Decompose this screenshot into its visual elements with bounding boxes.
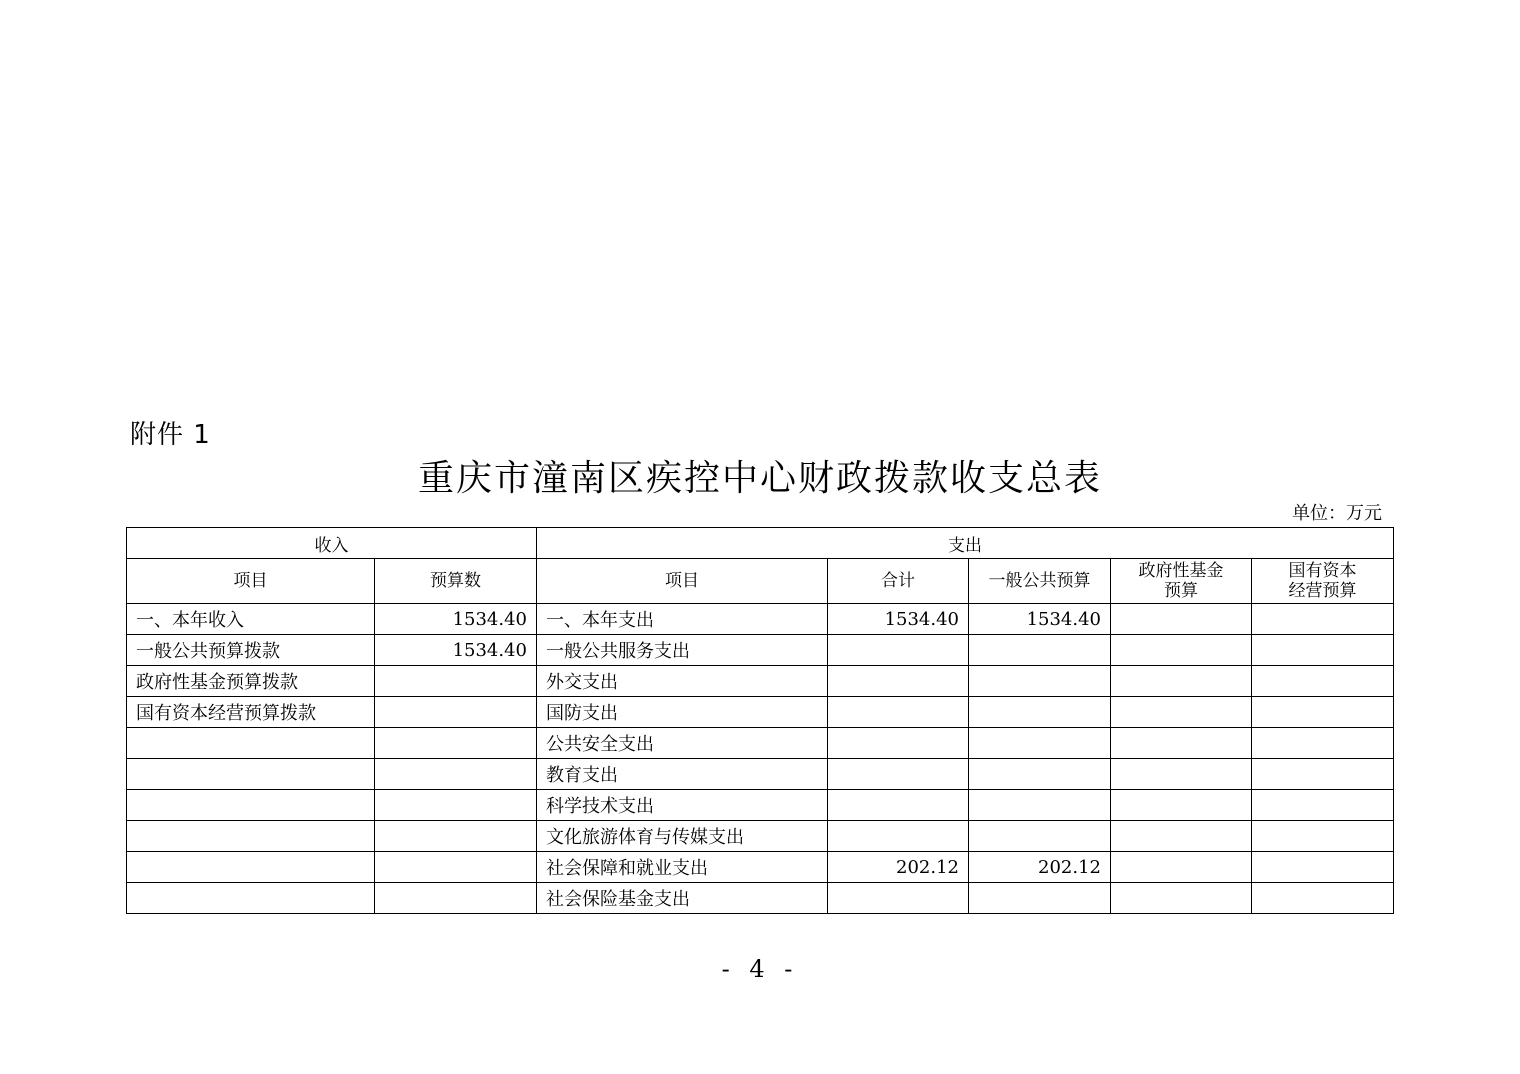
capital-budget-cell bbox=[1252, 666, 1394, 697]
gov-fund-budget-header: 政府性基金 预算 bbox=[1111, 559, 1252, 604]
fund-budget-cell bbox=[1111, 883, 1252, 914]
table-row bbox=[127, 697, 1394, 728]
income-amount-cell bbox=[375, 759, 537, 790]
table-row bbox=[127, 728, 1394, 759]
expense-total-cell: 1534.40 bbox=[828, 604, 969, 635]
table-row bbox=[127, 883, 1394, 914]
expense-total-cell bbox=[828, 790, 969, 821]
capital-budget-cell bbox=[1252, 821, 1394, 852]
expense-item-header: 项目 bbox=[537, 559, 828, 604]
income-item-cell bbox=[127, 790, 375, 821]
table-row bbox=[127, 790, 1394, 821]
general-budget-cell: 202.12 bbox=[969, 852, 1111, 883]
expense-total-cell bbox=[828, 759, 969, 790]
capital-budget-cell bbox=[1252, 697, 1394, 728]
expense-item-cell: 社会保障和就业支出 bbox=[537, 852, 828, 883]
income-amount-cell bbox=[375, 728, 537, 759]
expense-total-cell bbox=[828, 635, 969, 666]
table-row bbox=[127, 635, 1394, 666]
capital-budget-cell bbox=[1252, 759, 1394, 790]
income-group-header: 收入 bbox=[127, 528, 537, 559]
income-item-cell: 一、本年收入 bbox=[127, 604, 375, 635]
fund-budget-cell bbox=[1111, 697, 1252, 728]
income-amount-cell bbox=[375, 790, 537, 821]
expense-total-cell bbox=[828, 697, 969, 728]
expense-item-cell: 公共安全支出 bbox=[537, 728, 828, 759]
expense-item-cell: 教育支出 bbox=[537, 759, 828, 790]
fund-budget-cell bbox=[1111, 635, 1252, 666]
attachment-label: 附件 1 bbox=[130, 420, 211, 450]
fund-budget-cell bbox=[1111, 666, 1252, 697]
income-amount-cell: 1534.40 bbox=[375, 604, 537, 635]
income-budget-header: 预算数 bbox=[375, 559, 537, 604]
expense-item-cell: 文化旅游体育与传媒支出 bbox=[537, 821, 828, 852]
capital-budget-cell bbox=[1252, 883, 1394, 914]
capital-budget-cell bbox=[1252, 728, 1394, 759]
expense-item-cell: 社会保险基金支出 bbox=[537, 883, 828, 914]
capital-budget-cell bbox=[1252, 635, 1394, 666]
income-amount-cell bbox=[375, 852, 537, 883]
state-capital-budget-header: 国有资本 经营预算 bbox=[1252, 559, 1394, 604]
capital-budget-cell bbox=[1252, 604, 1394, 635]
income-item-cell: 国有资本经营预算拨款 bbox=[127, 697, 375, 728]
general-budget-cell bbox=[969, 697, 1111, 728]
income-amount-cell bbox=[375, 883, 537, 914]
fund-budget-cell bbox=[1111, 852, 1252, 883]
expense-total-cell bbox=[828, 883, 969, 914]
page-number: - 4 - bbox=[721, 955, 799, 983]
general-budget-cell bbox=[969, 635, 1111, 666]
fund-budget-cell bbox=[1111, 821, 1252, 852]
expense-total-cell bbox=[828, 666, 969, 697]
expense-group-header: 支出 bbox=[537, 528, 1394, 559]
group-header-row bbox=[127, 528, 1394, 559]
capital-budget-cell bbox=[1252, 852, 1394, 883]
income-amount-cell: 1534.40 bbox=[375, 635, 537, 666]
capital-budget-cell bbox=[1252, 790, 1394, 821]
table-row bbox=[127, 604, 1394, 635]
general-budget-cell bbox=[969, 759, 1111, 790]
expense-item-cell: 一、本年支出 bbox=[537, 604, 828, 635]
income-amount-cell bbox=[375, 697, 537, 728]
general-budget-cell bbox=[969, 821, 1111, 852]
income-item-cell bbox=[127, 728, 375, 759]
income-item-cell bbox=[127, 852, 375, 883]
general-budget-cell bbox=[969, 790, 1111, 821]
expense-item-cell: 外交支出 bbox=[537, 666, 828, 697]
general-budget-cell bbox=[969, 666, 1111, 697]
expense-item-cell: 国防支出 bbox=[537, 697, 828, 728]
general-public-budget-header: 一般公共预算 bbox=[969, 559, 1111, 604]
general-budget-cell bbox=[969, 728, 1111, 759]
expense-total-cell: 202.12 bbox=[828, 852, 969, 883]
general-budget-cell bbox=[969, 883, 1111, 914]
table-row bbox=[127, 852, 1394, 883]
table-row bbox=[127, 759, 1394, 790]
fund-budget-cell bbox=[1111, 604, 1252, 635]
general-budget-cell: 1534.40 bbox=[969, 604, 1111, 635]
table-row bbox=[127, 666, 1394, 697]
fund-budget-cell bbox=[1111, 728, 1252, 759]
income-amount-cell bbox=[375, 821, 537, 852]
table-row bbox=[127, 821, 1394, 852]
income-item-cell: 政府性基金预算拨款 bbox=[127, 666, 375, 697]
expense-item-cell: 一般公共服务支出 bbox=[537, 635, 828, 666]
page-title: 重庆市潼南区疾控中心财政拨款收支总表 bbox=[417, 458, 1102, 499]
income-item-cell bbox=[127, 759, 375, 790]
expense-total-cell bbox=[828, 728, 969, 759]
expense-item-cell: 科学技术支出 bbox=[537, 790, 828, 821]
unit-label: 单位：万元 bbox=[1292, 503, 1382, 524]
fund-budget-cell bbox=[1111, 759, 1252, 790]
income-item-header: 项目 bbox=[127, 559, 375, 604]
income-item-cell: 一般公共预算拨款 bbox=[127, 635, 375, 666]
expense-total-cell bbox=[828, 821, 969, 852]
income-amount-cell bbox=[375, 666, 537, 697]
column-header-row bbox=[127, 559, 1394, 604]
budget-table bbox=[126, 527, 1394, 914]
income-item-cell bbox=[127, 883, 375, 914]
fund-budget-cell bbox=[1111, 790, 1252, 821]
expense-total-header: 合计 bbox=[828, 559, 969, 604]
income-item-cell bbox=[127, 821, 375, 852]
